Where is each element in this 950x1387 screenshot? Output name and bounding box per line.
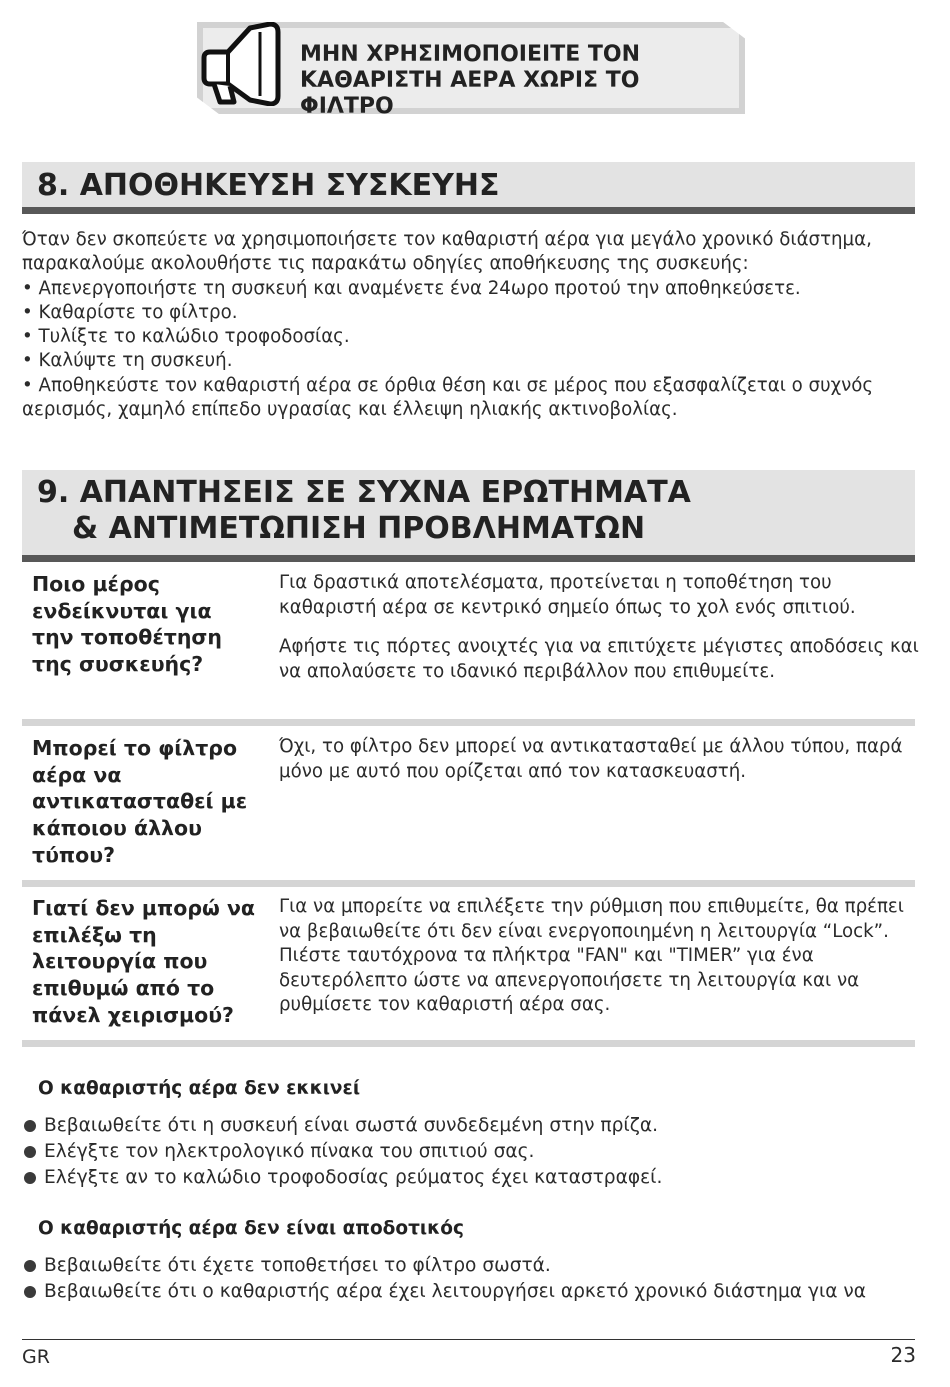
faq-row-2	[22, 735, 915, 875]
warning-line-1: ΜΗΝ ΧΡΗΣΙΜΟΠΟΙΕΙΤΕ ΤΟΝ	[300, 42, 641, 67]
page-number: 23	[890, 1343, 916, 1367]
faq-answer-paragraph: Για δραστικά αποτελέσματα, προτείνεται η τοποθέτηση του καθαριστή αέρα σε κεντρικό σημείο όπως το χολ ενός σπιτιού.	[279, 572, 856, 618]
troubleshoot-2-list	[24, 1253, 924, 1305]
warning-text	[300, 42, 740, 120]
section-8-header	[22, 162, 915, 214]
bullet-icon	[24, 1120, 36, 1132]
troubleshoot-1-title: Ο καθαριστής αέρα δεν εκκινεί	[38, 1078, 361, 1099]
s8-line: παρακαλούμε ακολουθήστε τις παρακάτω οδηγίες αποθήκευσης της συσκευής:	[22, 253, 749, 275]
s8-line: • Αποθηκεύστε τον καθαριστή αέρα σε όρθια θέση και σε μέρος που εξασφαλίζεται ο συχνός	[22, 374, 874, 396]
faq-question: Ποιο μέρος ενδείκνυται για την τοποθέτηση της συσκευής?	[32, 572, 222, 677]
section-9-title	[37, 475, 691, 547]
footer-divider	[22, 1339, 915, 1340]
s8-line: • Καλύψτε τη συσκευή.	[22, 350, 233, 372]
section-9-title-line-2: & ΑΝΤΙΜΕΤΩΠΙΣΗ ΠΡΟΒΛΗΜΑΤΩΝ	[72, 511, 646, 546]
list-item	[24, 1113, 924, 1139]
list-item-text: Ελέγξτε αν το καλώδιο τροφοδοσίας ρεύματος έχει καταστραφεί.	[44, 1167, 663, 1188]
faq-answer-paragraph: Για να μπορείτε να επιλέξετε την ρύθμιση που επιθυμείτε, θα πρέπει να βεβαιωθείτε ότι δεν είναι ενεργοποιημένη η λειτουργία “Lock”. Πιέστε ταυτόχρονα τα πλήκτρα "FAN" και "TIMER” για ένα δευτερόλεπτο ώστε να απενεργοποιήσετε τη λειτουργία και να ρυθμίσετε τον καθαριστή αέρα σας.	[279, 896, 904, 1015]
faq-answer	[279, 571, 919, 699]
faq-answer	[279, 735, 919, 799]
faq-divider	[22, 880, 915, 887]
s8-line: αερισμός, χαμηλό επίπεδο υγρασίας και έλλειψη ηλιακής ακτινοβολίας.	[22, 399, 678, 421]
s8-line: Όταν δεν σκοπεύετε να χρησιμοποιήσετε τον καθαριστή αέρα για μεγάλο χρονικό διάστημα,	[22, 229, 872, 250]
list-item-text: Βεβαιωθείτε ότι έχετε τοποθετήσει το φίλτρο σωστά.	[44, 1255, 551, 1276]
faq-answer-paragraph: Αφήστε τις πόρτες ανοιχτές για να επιτύχετε μέγιστες αποδόσεις και να απολαύσετε το ιδανικό περιβάλλον που επιθυμείτε.	[279, 636, 919, 682]
faq-question: Μπορεί το φίλτρο αέρα να αντικατασταθεί με κάποιου άλλου τύπου?	[32, 736, 248, 867]
megaphone-icon	[200, 22, 282, 106]
list-item-text: Βεβαιωθείτε ότι ο καθαριστής αέρα έχει λειτουργήσει αρκετό χρονικό διάστημα για να	[44, 1281, 867, 1302]
bullet-icon	[24, 1286, 36, 1298]
section-9-title-line-1: 9. ΑΠΑΝΤΗΣΕΙΣ ΣΕ ΣΥΧΝΑ ΕΡΩΤΗΜΑΤΑ	[37, 475, 691, 510]
list-item	[24, 1279, 924, 1305]
list-item	[24, 1139, 924, 1165]
faq-divider	[22, 719, 915, 726]
section-8-title: 8. ΑΠΟΘΗΚΕΥΣΗ ΣΥΣΚΕΥΗΣ	[37, 168, 500, 203]
bullet-icon	[24, 1172, 36, 1184]
bullet-icon	[24, 1260, 36, 1272]
s8-line: • Καθαρίστε το φίλτρο.	[22, 301, 238, 323]
list-item	[24, 1253, 924, 1279]
troubleshoot-1-list	[24, 1113, 924, 1191]
list-item-text: Βεβαιωθείτε ότι η συσκευή είναι σωστά συνδεδεμένη στην πρίζα.	[44, 1115, 658, 1136]
footer-language: GR	[22, 1346, 50, 1368]
bullet-icon	[24, 1146, 36, 1158]
warning-line-2: ΚΑΘΑΡΙΣΤΗ ΑΕΡΑ ΧΩΡΙΣ ΤΟ ΦΙΛΤΡΟ	[300, 68, 640, 119]
faq-question: Γιατί δεν μπορώ να επιλέξω τη λειτουργία που επιθυμώ από το πάνελ χειρισμού?	[32, 896, 255, 1027]
faq-row-1	[22, 571, 919, 716]
faq-divider	[22, 1040, 915, 1047]
troubleshoot-2-title: Ο καθαριστής αέρα δεν είναι αποδοτικός	[38, 1218, 464, 1239]
section-9-header	[22, 470, 915, 562]
section-8-body	[22, 228, 922, 422]
faq-answer	[279, 895, 919, 1033]
s8-line: • Τυλίξτε το καλώδιο τροφοδοσίας.	[22, 326, 350, 348]
s8-line: • Απενεργοποιήστε τη συσκευή και αναμένετε ένα 24ωρο προτού την αποθηκεύσετε.	[22, 277, 801, 299]
list-item-text: Ελέγξτε τον ηλεκτρολογικό πίνακα του σπιτιού σας.	[44, 1141, 535, 1162]
faq-row-3	[22, 895, 915, 1035]
list-item	[24, 1165, 924, 1191]
faq-answer-paragraph: Όχι, το φίλτρο δεν μπορεί να αντικατασταθεί με άλλου τύπου, παρά μόνο με αυτό που ορίζεται από τον κατασκευαστή.	[279, 736, 903, 782]
